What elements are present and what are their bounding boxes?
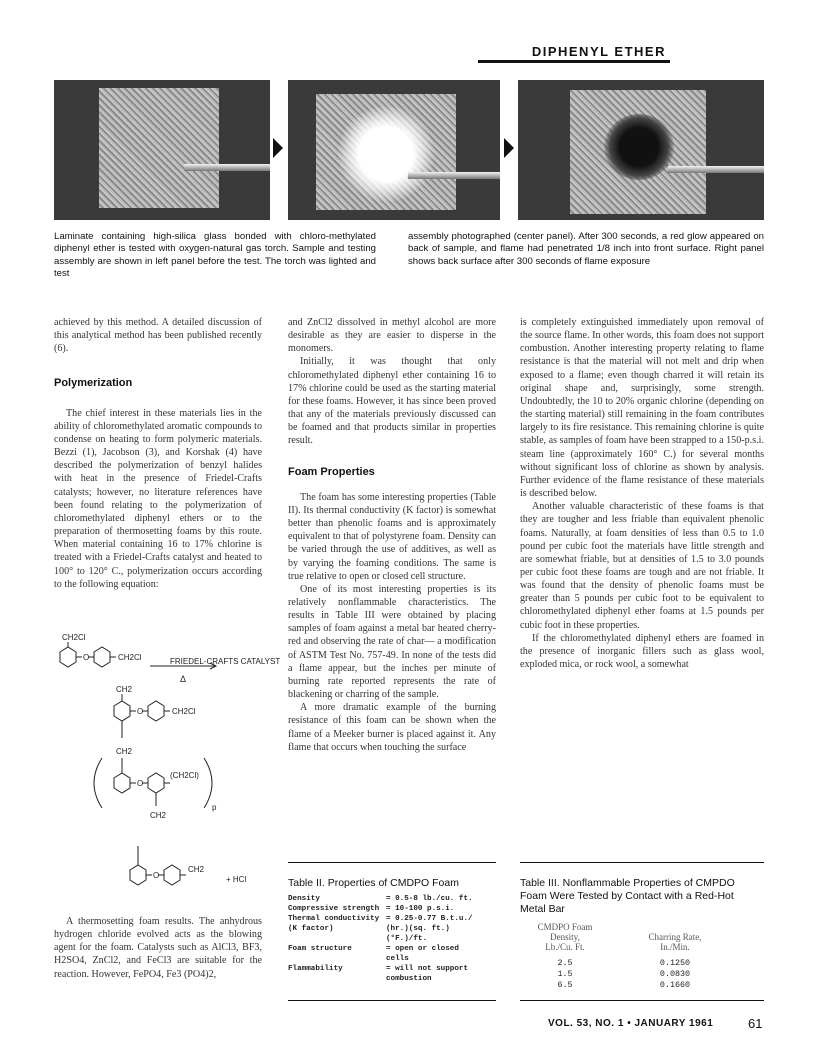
section-heading-foam-properties: Foam Properties — [288, 465, 375, 478]
figure-caption-right: assembly photographed (center panel). After 300 seconds, a red glow appeared on back of sample, and flame had penetrated 1/8 inch into front surface. Right panel shows back surface after 300 seconds of flame exposure — [408, 231, 764, 267]
equation-label: (CH2Cl) — [170, 771, 199, 780]
paragraph: and ZnCl2 dissolved in methyl alcohol are more desirable as they are easier to disperse in the monomers. — [288, 317, 496, 355]
paragraph: A more dramatic example of the burning resistance of this foam can be shown when the flame of a Meeker burner is placed against it. Any flame that occurs when touching the surface — [288, 702, 496, 753]
table-row — [520, 980, 764, 991]
table-row — [288, 974, 496, 984]
arrow-icon — [504, 138, 514, 158]
journal-issue: VOL. 53, NO. 1 • JANUARY 1961 — [548, 1018, 714, 1029]
oxygen-label: O — [137, 707, 144, 716]
photo-left-panel — [54, 80, 270, 220]
page-number: 61 — [748, 1016, 763, 1031]
equation-label: CH2 — [116, 747, 133, 756]
photo-right-panel — [518, 80, 764, 220]
running-header: DIPHENYL ETHER — [531, 44, 666, 59]
section-heading-polymerization: Polymerization — [54, 377, 133, 390]
paragraph: If the chloromethylated diphenyl ethers are foamed in the presence of inorganic fillers such as glass wool, exploded mica, or rock wool, a somewhat — [520, 632, 764, 671]
table-row — [288, 924, 496, 934]
table-3 — [520, 922, 764, 991]
paragraph: Initially, it was thought that only chloromethylated diphenyl ether containing 16 to 17% chlorine could be used as the starting material for these foams. However, it has since been proved that any of the materials previously discussed can be foamed and that products similar in properties result. — [288, 356, 496, 447]
table-cell-label: (K factor) — [288, 925, 334, 933]
table-row — [520, 969, 764, 980]
column-1 — [54, 316, 262, 591]
table-cell-label — [288, 954, 386, 964]
table-cell-density: 1.5 — [557, 969, 573, 979]
table-cell-value: = 0.25-0.77 B.t.u./ — [386, 915, 473, 923]
table-row — [288, 904, 496, 914]
table-3-top-rule — [520, 862, 764, 863]
table-cell-rate: 0.1660 — [659, 980, 691, 990]
table-cell-label: Compressive strength — [288, 905, 380, 913]
table-cell-label: Foam structure — [288, 945, 352, 953]
table-cell-value: combustion — [386, 975, 432, 983]
equation-catalyst-label: FRIEDEL-CRAFTS CATALYST — [170, 657, 281, 666]
equation-label: CH2Cl — [172, 707, 196, 716]
equation-subscript-p: p — [212, 803, 217, 812]
table-row — [288, 934, 496, 944]
table-row — [288, 954, 496, 964]
table-row — [288, 944, 496, 954]
oxygen-label: O — [83, 653, 90, 662]
table-row — [288, 894, 496, 904]
table-cell-label — [288, 974, 386, 984]
paragraph: Another valuable characteristic of these foams is that they are tougher and less friable than equivalent phenolic foams. Naturally, at foam densities of less than 0.5 to 1.0 pound per cubic foot the materials have little strength and are somewhat friable, but at densities of 1.5 to 3.0 pounds per cubic foot these foams are tough and are not friable. It was found that the density of phenolic foams must be greater than 5 pounds per cubic foot to be equivalent to chloromethylated diphenyl ether foams at 1.5 pounds per cubic foot in these properties. — [520, 501, 764, 631]
equation-label: + HCl — [226, 875, 247, 884]
heat-symbol: Δ — [180, 674, 187, 684]
table-cell-label: Density — [288, 895, 320, 903]
table-cell-density: 2.5 — [557, 958, 573, 968]
table-cell-value: cells — [386, 955, 409, 963]
paragraph: The chief interest in these materials lies in the ability of chloromethylated aromatic compounds to condense on heating to form polymeric materials. Bezzi (1), Jacobson (3), and Korshak (4) have described the polymerization of benzyl halides with heat in the presence of Friedel-Crafts catalysts; however, no literature references have been found relating to the polymerization of chloromethylated diphenyl ethers or to the preparation of thermosetting foams by this route. When material containing 16 to 17% chlorine is treated with a Friedel-Crafts catalyst and heated to 100° to 120° C., polymerization occurs according to the following equation: — [54, 407, 262, 590]
table-2-top-rule — [288, 862, 496, 863]
table-row — [288, 964, 496, 974]
table-cell-value: = will not support — [386, 965, 469, 973]
header-rule — [478, 60, 670, 63]
table-cell-label: Thermal conductivity — [288, 915, 380, 923]
table-2-bottom-rule — [288, 1000, 496, 1001]
table-3-col-header-density: CMDPO Foam Density, Lb./Cu. Ft. — [537, 922, 593, 952]
column-2 — [288, 316, 496, 754]
table-3-title: Table III. Nonflammable Properties of CMPDO Foam Were Tested by Contact with a Red-Hot Metal Bar — [520, 877, 735, 915]
table-3-bottom-rule — [520, 1000, 764, 1001]
table-cell-label — [288, 934, 386, 944]
figure-caption-left: Laminate containing high-silica glass bonded with chloro-methylated diphenyl ether is tested with oxygen-natural gas torch. Sample and testing assembly are shown in left panel before the test. The torch was lighted and test — [54, 231, 376, 279]
table-cell-value: = open or closed — [386, 945, 459, 953]
photo-center-panel — [288, 80, 500, 220]
arrow-icon — [273, 138, 283, 158]
polymerization-equation — [54, 633, 281, 892]
table-cell-density: 6.5 — [557, 980, 573, 990]
column-3 — [520, 316, 764, 671]
table-3-col-header-rate: Charring Rate, In./Min. — [648, 932, 702, 952]
equation-label: CH2 — [116, 685, 133, 694]
table-cell-value: = 10-100 p.s.i. — [386, 905, 455, 913]
table-2-title: Table II. Properties of CMDPO Foam — [288, 877, 459, 889]
equation-label: CH2Cl — [118, 653, 142, 662]
table-cell-value: (°F.)/ft. — [386, 935, 428, 943]
paragraph: One of its most interesting properties is its relatively nonflammable characteristics. The results in Table III were obtained by placing samples of foam against a metal bar heated cherry-red and observing the rate of char— a modification of ASTM Test No. 757-49. In none of the tests did a flame appear, but the inches per minute of burning rate reported represents the rate of blackening or charring of the sample. — [288, 583, 496, 701]
oxygen-label: O — [153, 871, 160, 880]
table-cell-label: Flammability — [288, 965, 343, 973]
equation-label: CH2Cl — [62, 633, 86, 642]
table-cell-rate: 0.1250 — [659, 958, 691, 968]
table-cell-value: (hr.)(sq. ft.) — [386, 925, 450, 933]
equation-label: CH2 — [150, 811, 167, 820]
table-cell-value: = 0.5-8 lb./cu. ft. — [386, 895, 473, 903]
table-2 — [288, 894, 496, 984]
paragraph: A thermosetting foam results. The anhydrous hydrogen chloride evolved acts as the blowing agent for the foam. Catalysts such as AlCl3, BF3, H2SO4, ZnCl2, and FeCl3 are suitable for the reaction. However, FePO4, Fe3 (PO4)2, — [54, 916, 262, 980]
table-cell-rate: 0.0830 — [659, 969, 691, 979]
table-row — [520, 958, 764, 969]
paragraph: The foam has some interesting properties (Table II). Its thermal conductivity (K factor) is somewhat better than phenolic foams and is approximately equivalent to that of polystyrene foam. Density can be varied through the use of additives, as well as by varying the foaming conditions. The same is true relative to open or closed cell structure. — [288, 491, 496, 582]
oxygen-label: O — [137, 779, 144, 788]
paragraph: achieved by this method. A detailed discussion of this analytical method has been published recently (6). — [54, 317, 262, 355]
column-1-continued — [54, 915, 262, 981]
equation-label: CH2 — [188, 865, 205, 874]
paragraph: is completely extinguished immediately upon removal of the source flame. In other words, this foam does not support combustion. Another interesting property relating to flame resistance is that the material will not melt and drip when exposed to a flame; even though charred it will retain its original shape and, surprisingly, some strength. Undoubtedly, the 10 to 20% organic chlorine (depending on the starting material) still remaining in the foam contributes largely to its fire resistance. This remaining chlorine is quite stable, as samples of foam have been strapped to a 150-p.s.i. steam line (approximately 160° C.) for several months without significant loss of chlorine as shown by analysis. Further evidence of the flame resistance of these materials is described below. — [520, 317, 764, 500]
table-row — [288, 914, 496, 924]
